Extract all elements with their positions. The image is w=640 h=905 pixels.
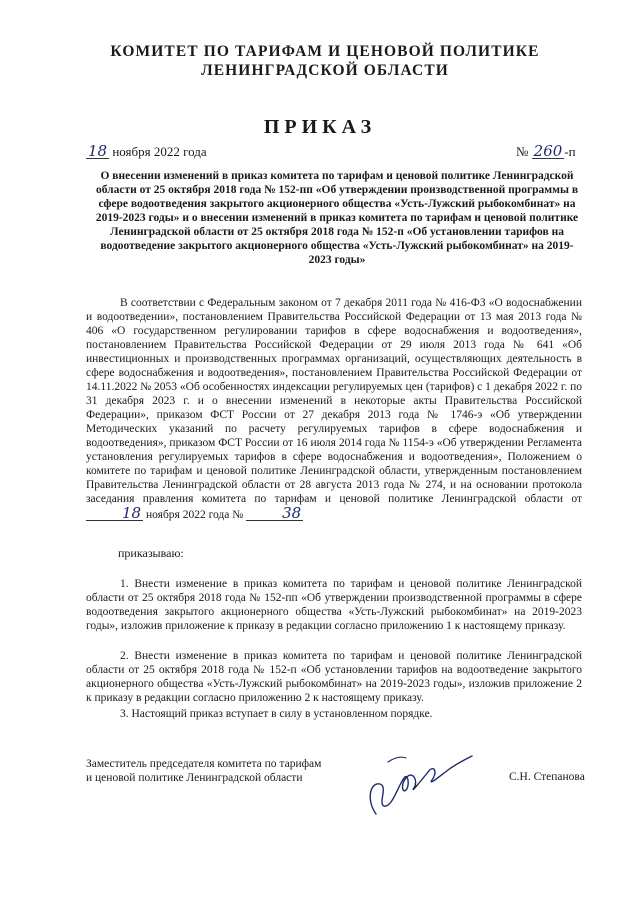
item-3: 3. Настоящий приказ вступает в силу в установленном порядке.	[120, 708, 433, 720]
signatory-position	[86, 757, 321, 785]
handwritten-protocol-day: 18	[86, 506, 143, 521]
item-2: 2. Внести изменение в приказ комитета по тарифам и ценовой политике Ленинградской области от 25 октября 2018 года № 152-п «Об установлении тарифов на водоотведение закрытого акционерного общества «Усть-Лужский рыбокомбинат» на 2019-2023 годы», изложив приложение 2 к приказу в редакции согласно приложению 2 к настоящему приказу.	[86, 650, 582, 704]
number-suffix: -п	[564, 144, 576, 159]
preamble-paragraph	[86, 296, 582, 522]
handwritten-day: 18	[88, 142, 108, 160]
header-line-2: ЛЕНИНГРАДСКОЙ ОБЛАСТИ	[201, 62, 449, 79]
date-rest: ноября 2022 года	[112, 144, 207, 159]
handwritten-signature	[348, 742, 478, 822]
signatory-name: С.Н. Степанова	[509, 771, 585, 783]
preamble-text: В соответствии с Федеральным законом от 7 декабря 2011 года № 416-ФЗ «О водоснабжении и водоотведении», постановлением Правительства Российской Федерации от 13 мая 2013 года № 406 «О государственном регулировании тарифов в сфере водоснабжения и водоотведения», постановлением Правительства Российской Федерации от 29 июля 2013 года № 641 «Об инвестиционных и производственных программах организаций, осуществляющих деятельность в сфере водоснабжения и водоотведения», постановлением Правительства Российской Федерации от 14.11.2022 № 2053 «Об особенностях индексации регулируемых цен (тарифов) с 1 декабря 2022 г. по 31 декабря 2023 г. и о внесении изменений в некоторые акты Правительства Российской Федерации», приказом ФСТ России от 27 декабря 2013 года № 1746-э «Об утверждении Методических указаний по расчету регулируемых тарифов в сфере водоснабжения и водоотведения», приказом ФСТ России от 16 июля 2014 года № 1154-э «Об утверждении Регламента установления регулируемых тарифов в сфере водоснабжения и водоотведения», Положением о комитете по тарифам и ценовой политике Ленинградской области, утвержденным постановлением Правительства Ленинградской области от 28 августа 2013 года № 274, и на основании протокола заседания правления комитета по тарифам и ценовой политике Ленинградской области от	[86, 297, 582, 505]
position-line-2: и ценовой политике Ленинградской области	[86, 772, 303, 784]
order-date	[86, 144, 207, 160]
order-subject: О внесении изменений в приказ комитета по тарифам и ценовой политике Ленинградской области от 25 октября 2018 года № 152-пп «Об утверждении производственной программы в сфере водоотведения закрытого акционерного общества «Усть-Лужский рыбокомбинат» на 2019-2023 годы» и о внесении изменений в приказ комитета по тарифам и ценовой политике Ленинградской области от 25 октября 2018 года № 152-п «Об установлении тарифов на водоотведение закрытого акционерного общества «Усть-Лужский рыбокомбинат» на 2019-2023 годы»	[95, 170, 579, 266]
header-line-1: КОМИТЕТ ПО ТАРИФАМ И ЦЕНОВОЙ ПОЛИТИКЕ	[110, 43, 540, 60]
number-prefix: №	[516, 144, 529, 159]
order-number	[516, 144, 576, 160]
handwritten-protocol-number: 38	[246, 506, 303, 521]
document-title: ПРИКАЗ	[263, 116, 377, 138]
position-line-1: Заместитель председателя комитета по тарифам	[86, 758, 322, 770]
item-1: 1. Внести изменение в приказ комитета по тарифам и ценовой политике Ленинградской области от 25 октября 2018 года № 152-пп «Об утверждении производственной программы в сфере водоотведения закрытого акционерного общества «Усть-Лужский рыбокомбинат» на 2019-2023 годы», изложив приложение к приказу в редакции согласно приложению 1 к настоящему приказу.	[86, 578, 582, 632]
order-word: приказываю:	[118, 546, 184, 560]
handwritten-number: 260	[533, 142, 563, 160]
preamble-mid: ноября 2022 года №	[145, 509, 244, 521]
